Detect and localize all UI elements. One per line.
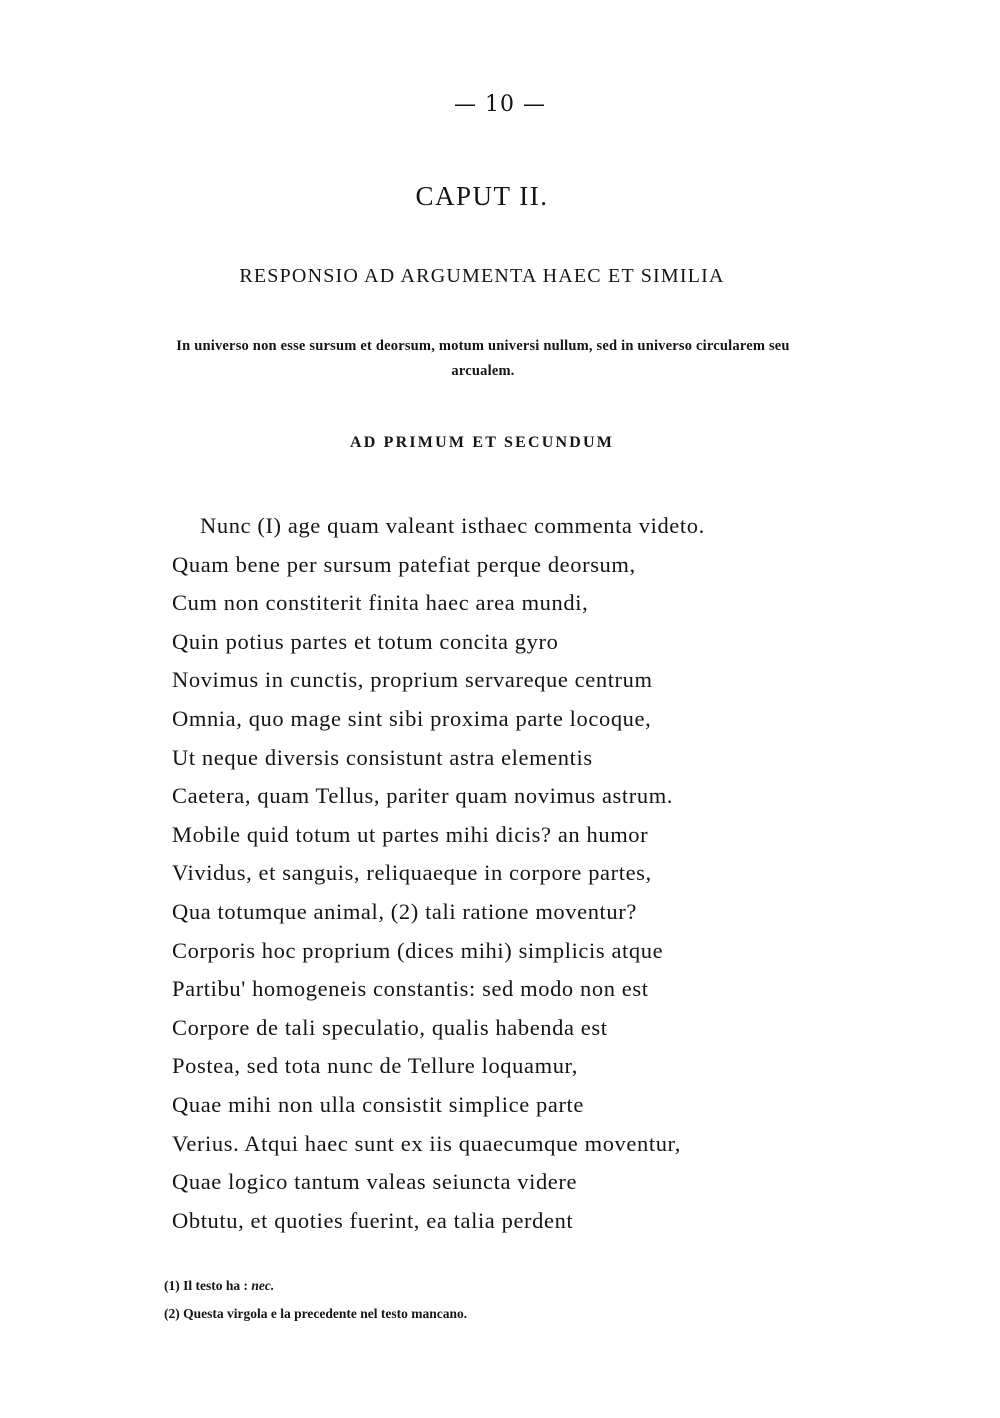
- verse-list: [172, 507, 832, 1240]
- verse-line: Ut neque diversis consistunt astra elementis: [172, 744, 593, 770]
- footnote-text: Questa virgola e la precedente nel testo mancano.: [183, 1306, 468, 1321]
- footnote-2: [164, 1300, 864, 1328]
- verse-line: Quae mihi non ulla consistit simplice parte: [172, 1091, 584, 1117]
- subheading: AD PRIMUM ET SECUNDUM: [349, 434, 615, 451]
- chapter-summary: In universo non esse sursum et deorsum, motum universi nullum, sed in universo circularem seu arcualem.: [176, 338, 790, 379]
- verse-line: Cum non constiterit finita haec area mundi,: [172, 590, 589, 616]
- verse-line: Verius. Atqui haec sunt ex iis quaecumque moventur,: [172, 1130, 681, 1156]
- verse-line: Mobile quid totum ut partes mihi dicis? an humor: [172, 821, 649, 847]
- verse-line: Nunc (I) age quam valeant isthaec commenta videto.: [200, 513, 705, 538]
- footnotes: [164, 1272, 864, 1328]
- footnote-emphasis: nec.: [251, 1278, 275, 1293]
- verse-line: Corporis hoc proprium (dices mihi) simplicis atque: [172, 937, 664, 963]
- footnote-marker: (2): [164, 1306, 180, 1321]
- verse-line: Caetera, quam Tellus, pariter quam novimus astrum.: [172, 783, 674, 809]
- verse-line: Qua totumque animal, (2) tali ratione moventur?: [172, 898, 637, 924]
- section-heading: RESPONSIO AD ARGUMENTA HAEC ET SIMILIA: [239, 265, 725, 287]
- verse-line: Novimus in cunctis, proprium servareque centrum: [172, 667, 653, 693]
- footnote-text: Il testo ha :: [183, 1278, 248, 1293]
- page-number: — 10 —: [454, 92, 546, 117]
- verse-line: Obtutu, et quoties fuerint, ea talia perdent: [172, 1207, 574, 1233]
- verse-line: Quin potius partes et totum concita gyro: [172, 628, 559, 654]
- verse-line: Corpore de tali speculatio, qualis habenda est: [172, 1014, 608, 1040]
- verse-line: Vividus, et sanguis, reliquaeque in corpore partes,: [172, 860, 652, 886]
- verse-line: Postea, sed tota nunc de Tellure loquamur,: [172, 1053, 578, 1079]
- footnote-1: [164, 1272, 864, 1300]
- verse-line: Quae logico tantum valeas seiuncta videre: [172, 1169, 578, 1195]
- verse-line: Partibu' homogeneis constantis: sed modo non est: [172, 976, 649, 1002]
- chapter-title: CAPUT II.: [415, 181, 549, 211]
- footnote-marker: (1): [164, 1278, 180, 1293]
- verse-line: Omnia, quo mage sint sibi proxima parte locoque,: [172, 705, 652, 731]
- verse-line: Quam bene per sursum patefiat perque deorsum,: [172, 551, 636, 577]
